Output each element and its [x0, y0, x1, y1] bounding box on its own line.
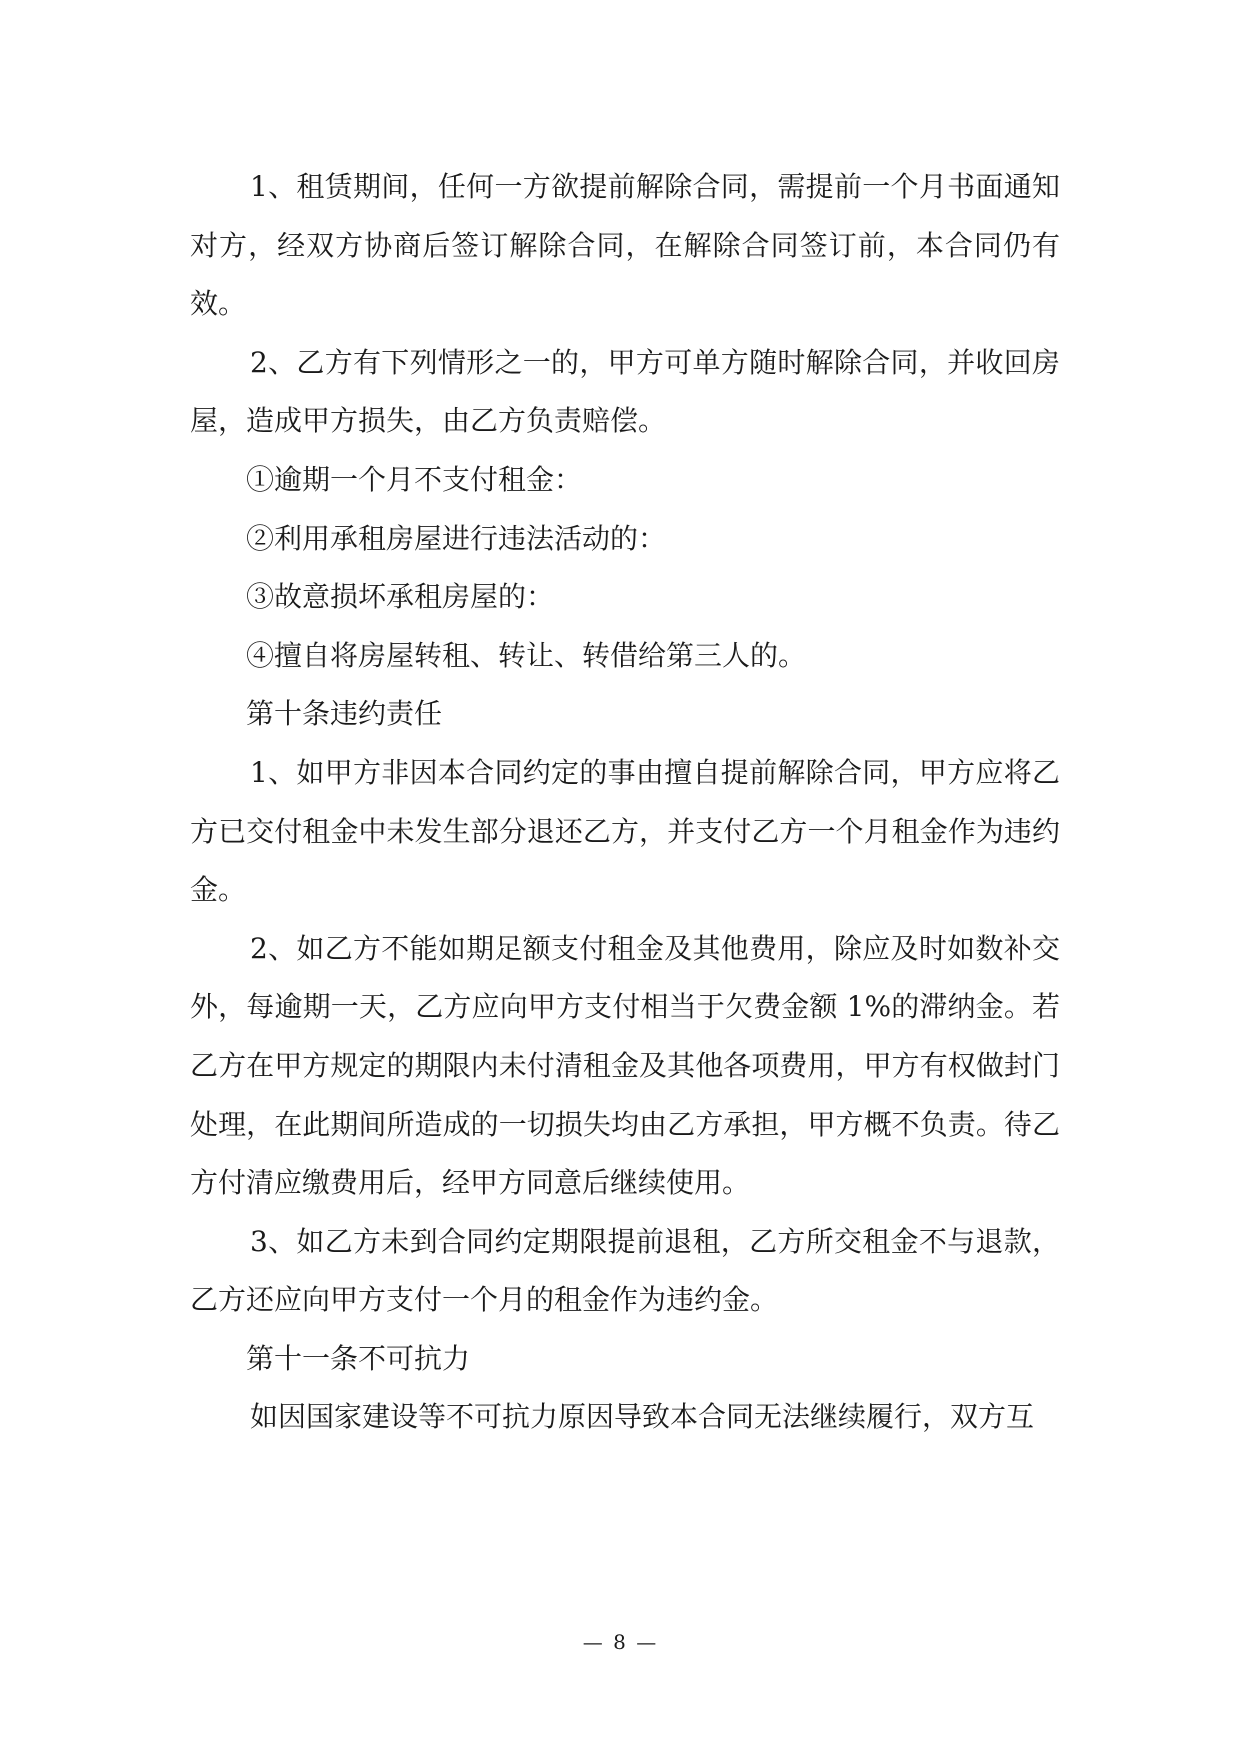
paragraph-clause-10-2: 2、如乙方不能如期足额支付租金及其他费用，除应及时如数补交外，每逾期一天，乙方应向甲方支付相当于欠费金额 1%的滞纳金。若乙方在甲方规定的期限内未付清租金及其他各项费用，甲方有权做封门处理，在此期间所造成的一切损失均由乙方承担，甲方概不负责。待乙方付清应缴费用后，经甲方同意后继续使用。: [190, 931, 1060, 1200]
list-item-3: ③故意损坏承租房屋的：: [246, 580, 555, 614]
list-item-4: ④擅自将房屋转租、转让、转借给第三人的。: [246, 638, 807, 672]
paragraph-clause-10-1: 1、如甲方非因本合同约定的事由擅自提前解除合同，甲方应将乙方已交付租金中未发生部分退还乙方，并支付乙方一个月租金作为违约金。: [190, 755, 1060, 907]
paragraph-clause-9-2: 2、乙方有下列情形之一的，甲方可单方随时解除合同，并收回房屋，造成甲方损失，由乙方负责赔偿。: [190, 345, 1060, 438]
section-heading-article-11: 第十一条不可抗力: [246, 1341, 471, 1375]
paragraph-clause-11: 如因国家建设等不可抗力原因导致本合同无法继续履行，双方互: [250, 1400, 1035, 1434]
section-heading-article-10: 第十条违约责任: [246, 697, 443, 731]
list-item-2: ②利用承租房屋进行违法活动的：: [246, 521, 667, 555]
paragraph-clause-10-3: 3、如乙方未到合同约定期限提前退租，乙方所交租金不与退款，乙方还应向甲方支付一个月的租金作为违约金。: [190, 1224, 1060, 1317]
list-item-1: ①逾期一个月不支付租金：: [246, 462, 583, 496]
page-number: — 8 —: [582, 1630, 659, 1654]
paragraph-clause-9-1: 1、租赁期间，任何一方欲提前解除合同，需提前一个月书面通知对方，经双方协商后签订解除合同，在解除合同签订前，本合同仍有效。: [190, 170, 1060, 321]
document-body: [190, 158, 1060, 1447]
